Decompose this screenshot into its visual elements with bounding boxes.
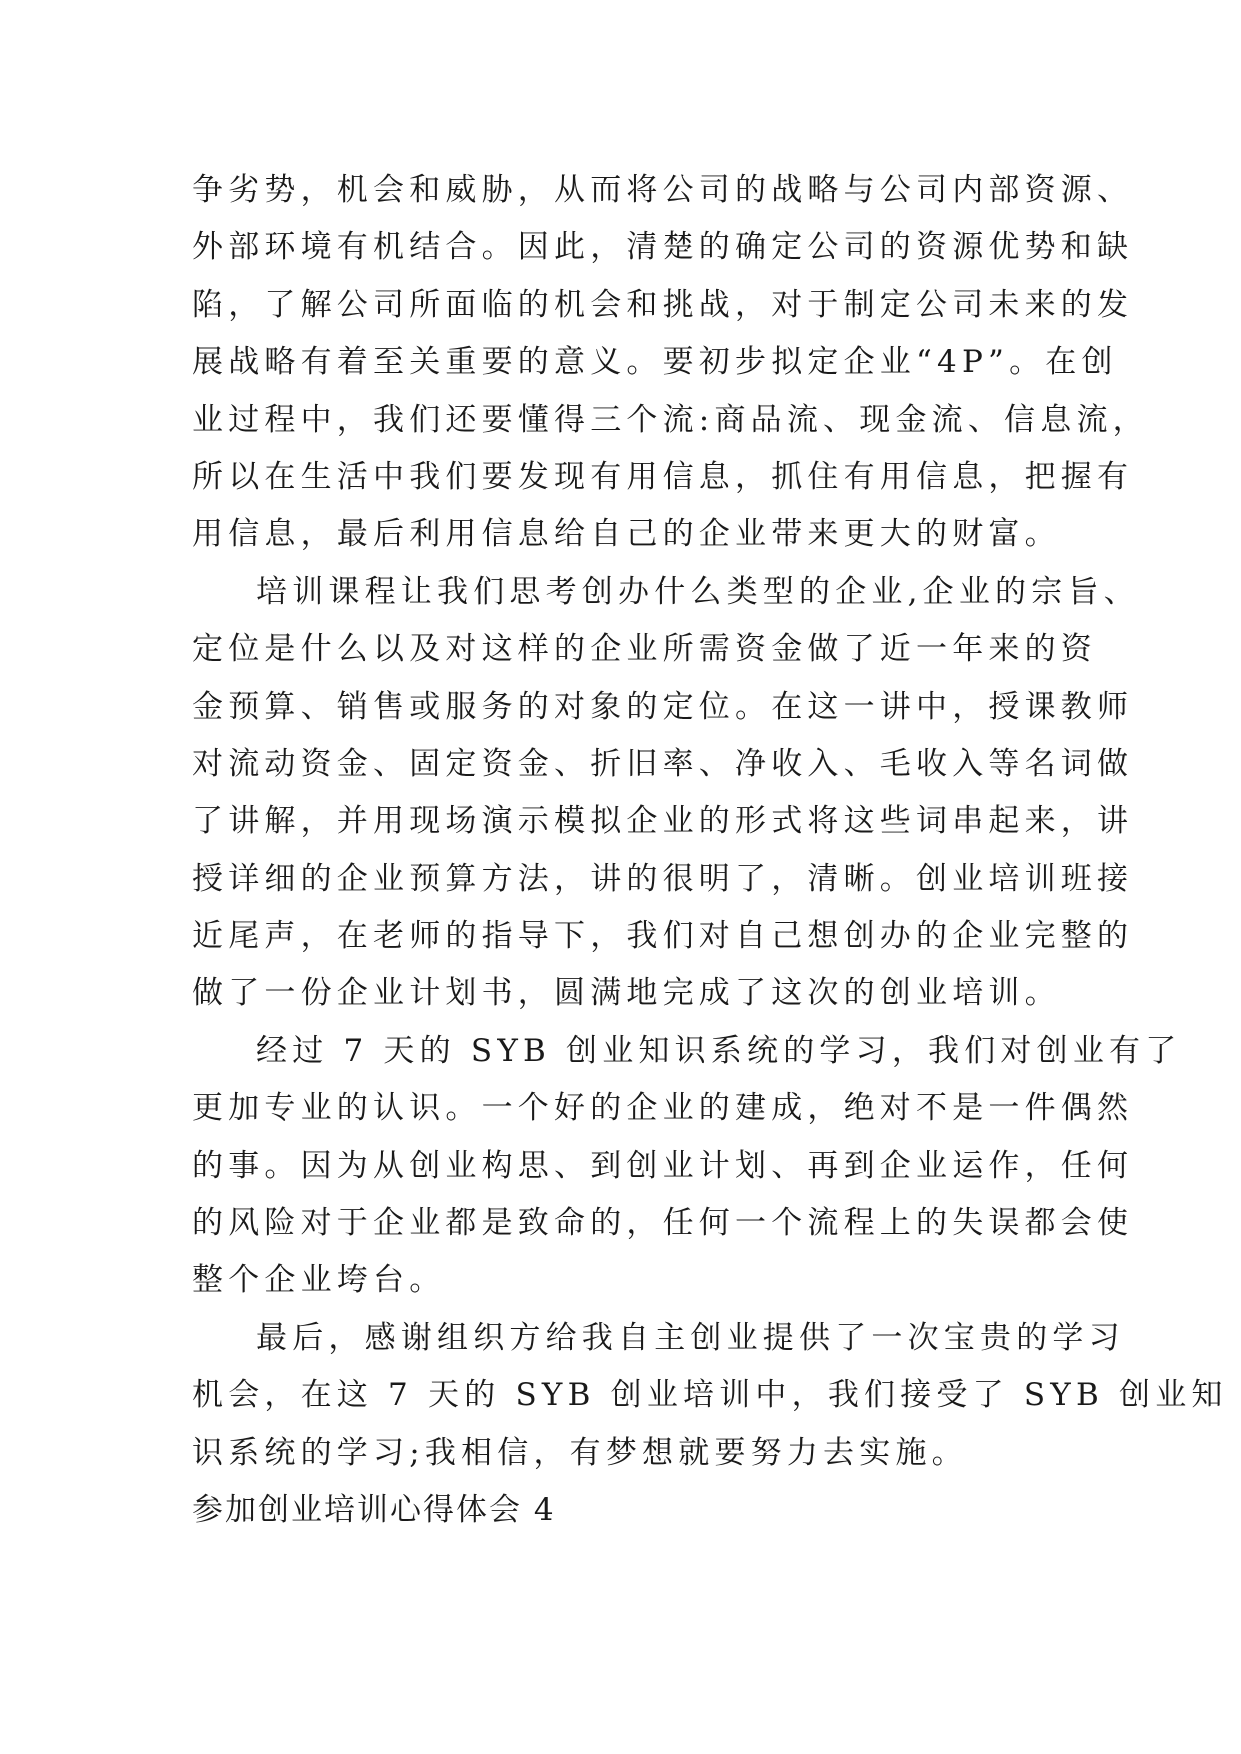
paragraph-line: 所以在生活中我们要发现有用信息，抓住有用信息，把握有 <box>192 458 1134 495</box>
paragraph-line: 展战略有着至关重要的意义。要初步拟定企业“4P”。在创 <box>192 344 1118 381</box>
paragraph-line: 做了一份企业计划书，圆满地完成了这次的创业培训。 <box>192 975 1061 1012</box>
paragraph-line: 用信息，最后利用信息给自己的企业带来更大的财富。 <box>192 516 1061 553</box>
paragraph-line: 识系统的学习;我相信，有梦想就要努力去实施。 <box>192 1434 968 1471</box>
paragraph-line: 金预算、销售或服务的对象的定位。在这一讲中，授课教师 <box>192 688 1134 725</box>
paragraph-line: 争劣势，机会和威胁，从而将公司的战略与公司内部资源、 <box>192 172 1134 208</box>
paragraph-line: 机会，在这 7 天的 SYB 创业培训中，我们接受了 SYB 创业知 <box>192 1377 1228 1414</box>
paragraph-line: 最后，感谢组织方给我自主创业提供了一次宝贵的学习 <box>256 1319 1125 1356</box>
paragraph-line: 了讲解，并用现场演示模拟企业的形式将这些词串起来，讲 <box>192 803 1134 840</box>
paragraph-line: 的事。因为从创业构思、到创业计划、再到企业运作，任何 <box>192 1147 1134 1184</box>
paragraph-line: 定位是什么以及对这样的企业所需资金做了近一年来的资 <box>192 631 1097 668</box>
document-body <box>192 162 1228 1539</box>
section-heading: 参加创业培训心得体会 4 <box>192 1491 556 1528</box>
paragraph-line: 的风险对于企业都是致命的，任何一个流程上的失误都会使 <box>192 1205 1134 1242</box>
paragraph-line: 陷，了解公司所面临的机会和挑战，对于制定公司未来的发 <box>192 286 1134 323</box>
paragraph-line: 经过 7 天的 SYB 创业知识系统的学习，我们对创业有了 <box>256 1032 1182 1069</box>
paragraph-line: 外部环境有机结合。因此，清楚的确定公司的资源优势和缺 <box>192 229 1134 266</box>
paragraph-line: 整个企业垮台。 <box>192 1262 446 1299</box>
paragraph-line: 对流动资金、固定资金、折旧率、净收入、毛收入等名词做 <box>192 745 1134 782</box>
paragraph-line: 业过程中，我们还要懂得三个流:商品流、现金流、信息流， <box>192 401 1149 438</box>
paragraph-line: 授详细的企业预算方法，讲的很明了，清晰。创业培训班接 <box>192 860 1134 897</box>
paragraph-line: 培训课程让我们思考创办什么类型的企业,企业的宗旨、 <box>256 573 1140 610</box>
paragraph-line: 近尾声，在老师的指导下，我们对自己想创办的企业完整的 <box>192 918 1134 955</box>
paragraph-line: 更加专业的认识。一个好的企业的建成，绝对不是一件偶然 <box>192 1090 1134 1127</box>
